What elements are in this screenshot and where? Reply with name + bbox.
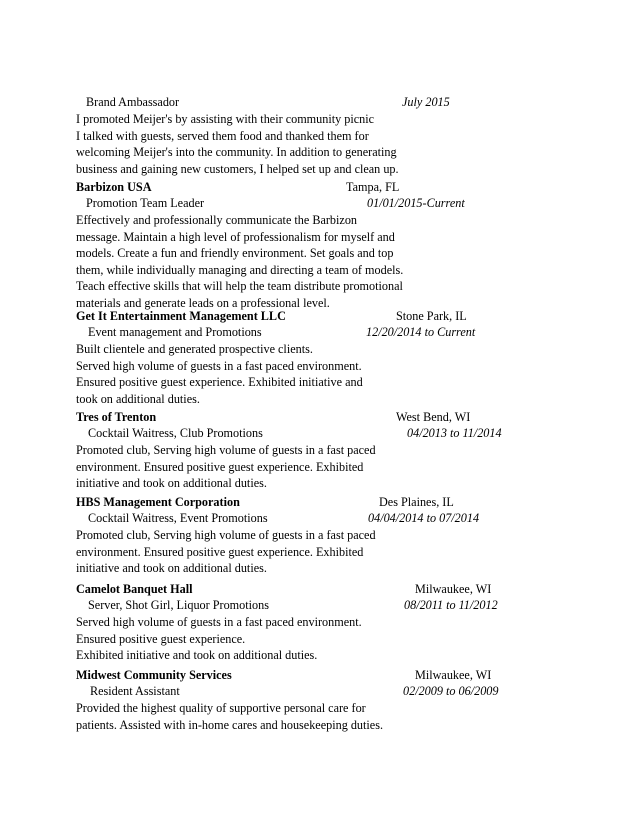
- job-description: [76, 700, 546, 733]
- company-name: HBS Management Corporation: [76, 495, 240, 509]
- job-location: Stone Park, IL: [396, 309, 467, 323]
- company-line: [76, 581, 546, 598]
- company-name: Tres of Trenton: [76, 410, 157, 424]
- job-location: Milwaukee, WI: [415, 582, 492, 596]
- experience-entry-hbs-management: [76, 494, 546, 577]
- job-location: West Bend, WI: [396, 410, 471, 424]
- description-line: models. Create a fun and friendly environment. Set goals and top: [76, 246, 394, 260]
- job-location: Tampa, FL: [346, 180, 400, 194]
- description-line: patients. Assisted with in-home cares and housekeeping duties.: [76, 717, 383, 732]
- description-line: Served high volume of guests in a fast paced environment.: [76, 358, 362, 373]
- experience-entry-barbizon: [76, 179, 546, 311]
- experience-entry-midwest-community-services: [76, 667, 546, 733]
- company-line: [76, 409, 546, 426]
- job-role: Resident Assistant: [90, 684, 180, 698]
- description-line: Effectively and professionally communicate the Barbizon: [76, 213, 358, 227]
- job-description: [76, 341, 546, 407]
- job-role: Brand Ambassador: [86, 95, 180, 109]
- description-line: Teach effective skills that will help the team distribute promotional: [76, 279, 403, 293]
- role-line: [76, 324, 546, 341]
- job-description: [76, 527, 546, 577]
- company-line: [76, 667, 546, 684]
- job-dates: 02/2009 to 06/2009: [403, 684, 499, 698]
- description-line: Exhibited initiative and took on additional duties.: [76, 648, 318, 662]
- experience-entry-brand-ambassador: [76, 94, 546, 177]
- company-name: Camelot Banquet Hall: [76, 582, 193, 596]
- description-line: Ensured positive guest experience.: [76, 631, 246, 646]
- description-line: business and gaining new customers, I helped set up and clean up.: [76, 161, 399, 176]
- description-line: I talked with guests, served them food and thanked them for: [76, 128, 369, 143]
- job-description: [76, 111, 546, 177]
- role-line: [76, 510, 546, 527]
- description-line: Built clientele and generated prospective clients.: [76, 342, 313, 356]
- description-line: initiative and took on additional duties.: [76, 476, 267, 490]
- job-location: Milwaukee, WI: [415, 668, 492, 682]
- job-role: Server, Shot Girl, Liquor Promotions: [88, 598, 269, 612]
- company-name: Get It Entertainment Management LLC: [76, 309, 286, 323]
- experience-entry-get-it-entertainment: [76, 308, 546, 407]
- company-line: [76, 494, 546, 511]
- job-role: Promotion Team Leader: [86, 196, 205, 210]
- job-dates: 04/2013 to 11/2014: [407, 426, 502, 440]
- job-dates: 12/20/2014 to Current: [366, 325, 476, 339]
- description-line: them, while individually managing and directing a team of models.: [76, 262, 404, 277]
- role-line: [76, 683, 546, 700]
- description-line: Ensured positive guest experience. Exhibited initiative and: [76, 375, 363, 389]
- company-name: Barbizon USA: [76, 180, 152, 194]
- description-line: materials and generate leads on a professional level.: [76, 295, 330, 310]
- role-line: [76, 195, 546, 212]
- job-role: Event management and Promotions: [88, 325, 262, 339]
- description-line: took on additional duties.: [76, 391, 200, 406]
- company-line: [76, 308, 546, 325]
- description-line: I promoted Meijer's by assisting with their community picnic: [76, 112, 375, 126]
- job-role: Cocktail Waitress, Event Promotions: [88, 511, 268, 525]
- description-line: message. Maintain a high level of professionalism for myself and: [76, 229, 395, 244]
- experience-entry-camelot-banquet-hall: [76, 581, 546, 664]
- description-line: Promoted club, Serving high volume of guests in a fast paced: [76, 528, 376, 542]
- description-line: environment. Ensured positive guest experience. Exhibited: [76, 459, 364, 474]
- job-role: Cocktail Waitress, Club Promotions: [88, 426, 263, 440]
- company-name: Midwest Community Services: [76, 668, 232, 682]
- description-line: Served high volume of guests in a fast paced environment.: [76, 615, 362, 629]
- role-line: [76, 425, 546, 442]
- description-line: welcoming Meijer's into the community. In addition to generating: [76, 145, 397, 159]
- job-description: [76, 614, 546, 664]
- job-description: [76, 442, 546, 492]
- job-dates: July 2015: [402, 95, 450, 109]
- job-description: [76, 212, 546, 311]
- job-dates: 04/04/2014 to 07/2014: [368, 511, 480, 525]
- job-location: Des Plaines, IL: [379, 495, 454, 509]
- description-line: environment. Ensured positive guest experience. Exhibited: [76, 544, 364, 559]
- role-line: [76, 597, 546, 614]
- description-line: Provided the highest quality of supportive personal care for: [76, 701, 366, 715]
- role-line: [76, 94, 546, 111]
- description-line: initiative and took on additional duties.: [76, 561, 267, 575]
- experience-entry-tres-of-trenton: [76, 409, 546, 492]
- job-dates: 08/2011 to 11/2012: [404, 598, 498, 612]
- job-dates: 01/01/2015-Current: [367, 196, 465, 210]
- description-line: Promoted club, Serving high volume of guests in a fast paced: [76, 443, 376, 457]
- company-line: [76, 179, 546, 196]
